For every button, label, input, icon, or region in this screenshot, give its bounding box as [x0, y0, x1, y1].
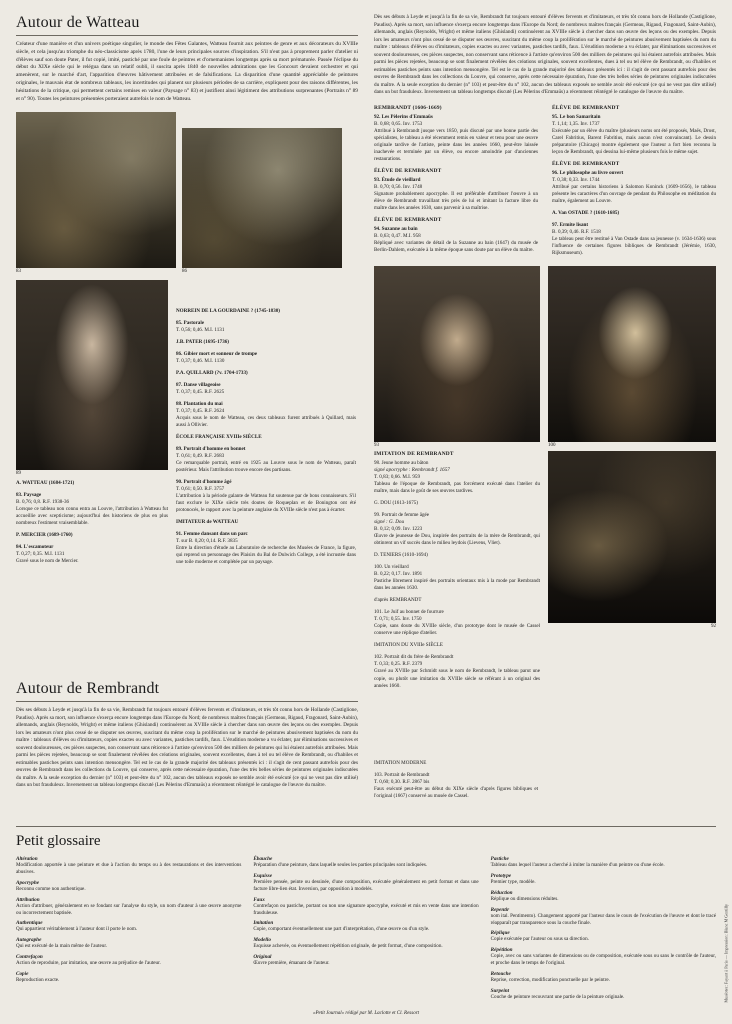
- catalog-entry: [176, 370, 356, 377]
- catalog-entry: [374, 642, 540, 649]
- glossary-section: [16, 826, 716, 1016]
- entry-line: Répliqué avec variantes de détail de la Suzanne au bain (1647) du musée de Berlin-Dahlem, exécutée à la même époque sans doute par un élève du maître.: [374, 240, 538, 254]
- entry-head: 83. Paysage: [16, 491, 42, 498]
- glossary-definition: Modification apportée à une peinture et due à l'action du temps ou à des restaurations et des interventions abusives.: [16, 862, 242, 875]
- entry-line: T. 0,38; 0,33. Inv. 1744: [552, 176, 600, 183]
- entry-head: ÉCOLE FRANÇAISE XVIIIe SIÈCLE: [176, 433, 262, 440]
- entry-head: 88. Plantation du mai: [176, 400, 223, 407]
- rembrandt-catalog-cols: [374, 105, 716, 262]
- entry-line: T. 0,60; 0,30. R.F. 2867 bis: [374, 779, 430, 786]
- catalog-entry: [176, 434, 356, 441]
- entry-line: T. 0,56; 0,46. M.I. 1131: [176, 326, 225, 333]
- glossary-term: Modello: [253, 937, 271, 944]
- glossary-definition: Couche de peinture recouvrant une partie de la peinture originale.: [490, 993, 625, 1000]
- figure-100-caption: 100: [548, 443, 556, 449]
- painting-93-image: [374, 266, 540, 442]
- watteau-lower-row: [16, 280, 358, 571]
- entry-head: 96. Le philosophe au livre ouvert: [552, 169, 624, 176]
- entry-head: 98. Jeune homme au bâton: [374, 460, 429, 467]
- painting-100-image: [548, 266, 716, 442]
- glossary-col-3: [491, 856, 716, 1005]
- entry-head: 91. Femme dansant dans un parc: [176, 531, 248, 537]
- figure-86: [182, 112, 342, 274]
- glossary-definition: Action d'attribuer, généralement en se fondant sur l'analyse du style, un nom d'auteur à une œuvre anonyme ou incorrectement baptisée.: [16, 902, 242, 916]
- entry-line: B. 0,39; 0,46. R.F. 1518: [552, 229, 601, 236]
- catalog-entry: [176, 320, 356, 334]
- rembrandt-intro-right: Dès ses débuts à Leyde et jusqu'à la fin de sa vie, Rembrandt fut toujours entouré d'élèves fervents et d'imitateurs, et très tôt connu hors de Hollande (Castiglione, Paudiss). Après sa mort, son influence s'exerça encore longtemps dans l'Europe du Nord; de nombreux maîtres français (Germeau, Rigaud, Fragonard, Saint-Aubin), allemands, anglais (Reynolds, Wright) et même italiens (Ghislandi) continuèrent au XVIIIe siècle à chercher dans son œuvre des leçons ou des exemples. Depuis lors les amateurs n'ont plus cessé de se disputer ses œuvres, suscitant du même coup la prolifération sur le marché de peintures abusivement baptisées du nom du maître : tableaux d'élèves ou d'imitateurs, copies exactes ou avec variantes, pastiches tardifs, faux. L'érudition moderne a vu éclater, par éliminations successives et souvent douloureuses, ces pièces suspectes, non conservant sans réticence à l'artiste qu'environ 500 des milliers de peintures qui lui étaient autrefois attribuées. Mais parmi les pièces rejetées, beaucoup se sont finalement révélées des créations originales, souvent excellentes, dues à tel ou tel élève de Rembrandt, ou d'habiles et estimables pastiches peints sans intention mensongère. Tel est le cas de la grande majorité des tableaux présentés ici : il s'agit de cent passant autrefois pour des œuvres de Rembrandt dans les collections du Louvre, qui conserve, après cette nécessaire épuration, l'une des très belles séries de peintures originales indiscutées du maître. A la seule exception du dernier (n° 103) et peut-être du n° 102, aucun des tableaux exposés ne semble avoir été exécuté (ce qui ne veut pas dire utilisé) dans un but frauduleux. Inversement un tableau longtemps discuté (Les Pèlerins d'Emmaüs) a récemment réintégré le catalogue de l'œuvre du maître.: [374, 14, 716, 96]
- entry-head: 87. Danse villageoise: [176, 381, 221, 388]
- entry-head: IMITATEUR de WATTEAU: [176, 518, 239, 525]
- catalog-entry: [552, 210, 716, 217]
- figure-92: [548, 451, 716, 694]
- entry-line: T. 1,14; 1,35. Inv. 1737: [552, 120, 600, 127]
- group-head: ÉLÈVE DE REMBRANDT: [374, 217, 442, 224]
- rembrandt-col-e: [552, 760, 716, 805]
- glossary-term: Apocryphe: [16, 879, 40, 886]
- glossary-definition: Reprise, correction, modification ponctuelle par le peintre.: [490, 977, 610, 983]
- glossary-columns: [16, 856, 716, 1005]
- glossary-definition: Reproduction exacte.: [16, 977, 60, 983]
- glossary-definition: Reconnu comme non authentique.: [16, 885, 86, 892]
- glossary-definition: Esquisse achevée, ou éventuellement répétition originale, de petit format, d'une composition.: [253, 943, 443, 950]
- entry-line: T. 0,33; 0,25. R.F. 2379: [374, 661, 423, 668]
- catalog-entry: [176, 382, 356, 396]
- glossary-term: Original: [253, 954, 272, 961]
- glossary-term: Imitation: [253, 920, 274, 927]
- entry-line: Entre la direction d'étude au Laboratoire de recherche des Musées de France, la figure, qui reprend un personnage des Plaisirs du Bal de Dulwich College, a été incrustée dans une toile moderne et complétée par un paysage.: [176, 545, 356, 566]
- catalog-entry: [552, 222, 716, 257]
- entry-head: 92. Les Pèlerins d'Emmaüs: [374, 113, 433, 120]
- entry-head: 103. Portrait de Rembrandt: [374, 772, 430, 779]
- rembrandt-image-row: [374, 266, 716, 448]
- publication-credit: «Petit Journal» rédigé par M. Laclotte et Cl. Ressort: [312, 1010, 420, 1016]
- entry-line: Gravé au XVIIIe par Schmidt sous le nom de Rembrandt, le tableau parut une copie, ou plutôt une imitation du XVIIIe siècle se référant à un original des années 1660.: [374, 668, 540, 689]
- entry-line: signé apocryphe : Rembrandt f. 1657: [374, 467, 450, 474]
- painting-83-image: [16, 112, 176, 268]
- rembrandt-col-c: [374, 451, 540, 694]
- entry-head: d'après REMBRANDT: [374, 597, 422, 604]
- entry-head: 93. Étude de vieillard: [374, 176, 421, 183]
- entry-head: 84. L'escamoteur: [16, 543, 54, 550]
- glossary-definition: Tableau dans lequel l'auteur a cherché à imiter la manière d'un peintre ou d'une école.: [490, 862, 665, 868]
- entry-head: G. DOU (1613-1675): [374, 500, 418, 507]
- glossary-col-2: [253, 856, 478, 1005]
- catalog-entry: [374, 177, 538, 212]
- glossary-term: Contrefaçon: [16, 954, 43, 961]
- figure-92-caption: 92: [711, 624, 716, 630]
- catalog-entry: [16, 532, 168, 539]
- glossary-definition: Copie exécutée par l'auteur ou sous sa direction.: [490, 936, 589, 943]
- glossary-definition: Réplique ou dimensions réduites.: [490, 895, 559, 902]
- glossary-term: Ébauche: [253, 856, 273, 862]
- entry-line: Attribué par certains historiens à Salomon Koninck (1609-1656), le tableau présente les caractères d'un ouvrage de pendant du Philosophe en méditation du maître, également au Louvre.: [552, 183, 716, 204]
- entry-head: J.B. PATER (1695-1736): [176, 338, 230, 345]
- rembrandt-intro: Dès ses débuts à Leyde et jusqu'à la fin de sa vie, Rembrandt fut toujours entouré d'élèves fervents et d'imitateurs, et très tôt connu hors de Hollande (Castiglione, Paudiss). Après sa mort, son influence s'exerça encore longtemps dans l'Europe du Nord; de nombreux maîtres français (Germeau, Rigaud, Fragonard, Saint-Aubin), allemands, anglais (Reynolds, Wright) et même italiens (Ghislandi) continuèrent au XVIIIe siècle à chercher dans son œuvre des leçons ou des exemples. Depuis lors les amateurs n'ont plus cessé de se disputer ses œuvres, suscitant du même coup la prolifération sur le marché de peintures abusivement baptisées du nom du maître : tableaux d'élèves ou d'imitateurs, copies exactes ou avec variantes, pastiches tardifs, faux. L'érudition moderne a vu éclater, par éliminations successives et souvent douloureuses, ces pièces suspectes, non conservant sans réticence à l'artiste qu'environ 500 des milliers de peintures qui lui étaient autrefois attribuées. Mais parmi les pièces rejetées, beaucoup se sont finalement révélées des créations originales, souvent excellentes, dues à tel ou tel élève de Rembrandt, ou d'habiles et estimables pastiches peints sans intention mensongère. Tel est le cas de la grande majorité des tableaux présentés ici : il s'agit de cent passant autrefois pour des œuvres de Rembrandt dans les collections du Louvre, qui conserve, après cette nécessaire épuration, l'une des très belles séries de peintures originales indiscutées du maître. A la seule exception du dernier (n° 103) et peut-être du n° 102, aucun des tableaux exposés ne semble avoir été exécuté (ce qui ne veut pas dire utilisé) dans un but frauduleux. Inversement un tableau longtemps discuté (Les Pèlerins d'Emmaüs) a récemment réintégré le catalogue de l'œuvre du maître.: [16, 707, 358, 789]
- entry-line: T. 0,37; 0,45. R.F. 2624: [176, 407, 225, 414]
- catalog-entry: [176, 479, 356, 514]
- figure-83: [16, 112, 176, 274]
- rembrandt-right-half: [374, 14, 716, 695]
- entry-line: L'attribution à la période galante de Watteau fut soutenue par de bons connaisseurs. S'il faut exclure le XIXe siècle très doutes de Roqueplan et de Bonington ont été protonocés, le rapport avec la peinture anglaise du XVIIIe siècle n'est pas à écarter.: [176, 492, 356, 513]
- glossary-term: Surpeint: [490, 987, 510, 994]
- catalog-entry: [374, 226, 538, 254]
- watteau-title: Autour de Watteau: [16, 14, 358, 36]
- entry-head: D. TENIERS (1610-1694): [374, 552, 428, 559]
- glossary-definition: Préparation d'une peinture, dans laquelle seules les parties principales sont indiquées.: [253, 862, 428, 868]
- catalog-entry: [374, 512, 540, 547]
- catalog-entry: [176, 351, 356, 365]
- watteau-catalog-right: [176, 280, 356, 571]
- glossary-term: Attribution: [16, 896, 40, 903]
- entry-line: Exécutée par un élève du maître (plusieurs noms ont été proposés, Maës, Drost, Carel Fabritius, Barent Fabritius, mais aucun n'est convaincant). Le dessin préparatoire (Chicago) montre également que l'auteur a fort bien reconnu la leçon de Rembrandt, qui dessina lui-même plusieurs fois le même sujet.: [552, 127, 716, 155]
- glossary-term: Copie: [16, 971, 29, 977]
- rembrandt-final-cols: [374, 760, 716, 805]
- glossary-definition: Qui appartient véritablement à l'auteur dont il porte le nom.: [16, 926, 138, 933]
- glossary-term: Réplique: [490, 930, 510, 937]
- catalog-entry: [374, 552, 540, 559]
- rembrandt-section-left: [16, 680, 358, 798]
- entry-line: Attribué à Rembrandt jusque vers 1850, puis discuté par une bonne partie des spécialistes, le tableau a été récemment remis en valeur et tenu pour une œuvre originale tardive de l'artiste, peinte dans les années 1660, peut-être laissée inachevée et terminée par un élève, ou encore amoindrie par d'anciennes restaurations.: [374, 127, 538, 162]
- watteau-section: [16, 14, 716, 695]
- entry-head: 85. Pastorale: [176, 319, 205, 326]
- group-head: ÉLÈVE DE REMBRANDT: [374, 167, 442, 174]
- entry-line: Signature probablement apocryphe. Il est préférable d'attribuer l'œuvre à un élève de Rembrandt travaillant très près de lui et imitant la facture libre du maître dans les années 1630, sans parvenir à sa maîtrise.: [374, 190, 538, 212]
- entry-line: Acquis sous le nom de Watteau, ces deux tableaux furent attribués à Quillard, mais aussi à Ollivier.: [176, 414, 356, 428]
- catalog-entry: [176, 519, 356, 526]
- catalog-entry: [374, 460, 540, 495]
- catalog-entry: [552, 170, 716, 205]
- glossary-title: Petit glossaire: [16, 833, 101, 849]
- glossary-term: Esquisse: [253, 872, 273, 879]
- catalog-entry: [16, 480, 168, 487]
- glossary-term: Réduction: [490, 889, 513, 896]
- rembrandt-col-b: [552, 105, 716, 262]
- glossary-definition: Copie, comportant éventuellement une part d'interprétation, d'une œuvre ou d'un style.: [253, 926, 430, 933]
- rembrandt-col-a: [374, 105, 538, 262]
- entry-line: T. 0,37; 0,45. R.F. 2625: [176, 388, 225, 395]
- watteau-image-row: [16, 112, 358, 274]
- entry-line: Le tableau peut être restitué à Van Ostade dans sa jeunesse (v. 1634-1636) sous l'influence de certaines figures bibliques de Rembrandt (Jérémie, 1630, Rijksmuseum).: [552, 236, 716, 257]
- entry-head: 89. Portrait d'homme en bonnet: [176, 445, 246, 452]
- painting-89-image: [16, 280, 168, 470]
- entry-line: signé : G. Dou: [374, 519, 404, 526]
- glossary-definition: Copie, avec ou sans variantes de dimensions ou de composition, exécutée sous ou sans le contrôle de l'auteur, et proche dans le temps de l'original.: [490, 953, 716, 967]
- entry-line: T. 0,71; 0,55. Inv. 1750: [374, 616, 422, 623]
- entry-line: B. 0,22; 0,17. Inv. 1891: [374, 571, 423, 578]
- entry-line: B. 0,12; 0,09. Inv. 1223: [374, 526, 423, 533]
- entry-head: 95. Le bon Samaritain: [552, 113, 601, 120]
- group-head: REMBRANDT (1606-1669): [374, 104, 442, 111]
- catalog-entry: [176, 531, 356, 566]
- entry-head: A. WATTEAU (1684-1721): [16, 479, 75, 486]
- catalog-entry: [374, 609, 540, 637]
- entry-head: P.A. QUILLARD (?v. 1704-1733): [176, 369, 248, 376]
- entry-line: T. 0,61; 0,49. R.F. 2683: [176, 452, 225, 459]
- glossary-definition: nom ital. Pentimento). Changement apporté par l'auteur dans le cours de l'exécution de l'œuvre et dont le tracé réapparaît par transparence sous la couche finale.: [490, 912, 716, 926]
- glossary-term: Répétition: [490, 947, 513, 954]
- entry-line: Œuvre de jeunesse de Dou, inspirée des portraits de la mère de Rembrandt, qui obtinrent un vif succès dans le milieu leydois (Lievens, Vliet).: [374, 533, 540, 547]
- catalog-entry: [552, 765, 716, 779]
- glossary-term: Altération: [16, 856, 38, 862]
- glossary-term: Autographe: [16, 937, 42, 944]
- catalog-entry: [374, 760, 538, 767]
- catalog-entry: [374, 500, 540, 507]
- entry-head: IMITATION DU XVIIIe SIÈCLE: [374, 642, 444, 649]
- printer-credit: Muséotec: Fayant à Paris — Impression: Blanc M Gentilly: [724, 904, 729, 1003]
- entry-line: B. 0,63; 0,47. M.I. 958: [374, 233, 421, 240]
- catalog-entry: [16, 544, 168, 565]
- entry-head: IMITATION MODERNE: [374, 760, 427, 766]
- figure-93-caption: 93: [374, 443, 379, 449]
- catalog-entry: [374, 772, 538, 800]
- group-head: ÉLÈVE DE REMBRANDT: [552, 104, 620, 111]
- group-head: IMITATION DE REMBRANDT: [374, 451, 454, 458]
- painting-86-image: [182, 128, 342, 268]
- rembrandt-title: Autour de Rembrandt: [16, 680, 358, 702]
- entry-head: 101. Le Juif au bonnet de fourrure: [374, 609, 444, 616]
- entry-line: Faux exécuté peut-être au début du XIXe siècle d'après figures bibliques et l'original (1667) conservé au musée de Cassel.: [374, 786, 538, 800]
- entry-line: T. 0,27; 0,35. M.I. 1131: [16, 550, 65, 557]
- glossary-definition: Action de reproduire, par imitation, une œuvre au préjudice de l'auteur.: [16, 960, 161, 967]
- entry-head: P. MERCIER (1689-1760): [16, 531, 73, 538]
- entry-line: Pastiche librement inspiré des portraits orientaux mis à la mode par Rembrandt dans les années 1630.: [374, 578, 540, 592]
- glossary-term: Repentir: [490, 906, 510, 913]
- watteau-intro: Créateur d'une manière et d'un univers poétique singulier, le monde des Fêtes Galantes, Watteau fournit aux peintres de genre et aux décorateurs du XVIIIe siècle, et cela jusqu'au triomphe du néo-classicisme après 1780, l'une de leurs principales sources d'inspiration. S'il n'eut pas à proprement parler d'atelier ni d'élèves sauf son doute Pater, il fut copié, imité, pastiché par une foule de peintres et d'ornemanistes longtemps après sa mort prématurée. Passée l'éclipse du début du XIXe siècle qui le relégua dans un relatif oubli, il suscita après 1840 de nouvelles admirations que les Goncourt devaient orchestrer et qui amenèrent, sur le marché d'art, l'apparition d'œuvres hâtivement attribuées et de falsifications. La disparition d'une quantité appréciable de peintures originales, le mauvais état de nombreux tableaux, les incertitudes qui planent sur plusieurs périodes de sa carrière, expliquent pour des raisons différentes, les hésitations de la critique, qui permettent certains remises en valeur (Paysage n° 83) et justifient ainsi légitiment des attributions surprenantes (Portraits n° 89 et n° 90). Toutes les peintures présentées porteraient autrefois le nom de Watteau.: [16, 41, 358, 102]
- catalog-entry: [374, 564, 540, 592]
- entry-line: T. 0,37; 0,46. M.I. 1130: [176, 357, 225, 364]
- entry-line: B. 0,68; 0,65. Inv. 1753: [374, 120, 423, 127]
- glossary-definition: Premier type, modèle.: [490, 878, 536, 885]
- figure-83-caption: 83: [16, 268, 21, 274]
- catalog-entry: [552, 114, 716, 156]
- entry-head: 97. Ermite lisant: [552, 222, 589, 229]
- glossary-term: Pastiche: [490, 856, 509, 862]
- entry-head: 100. Un vieillard: [374, 564, 409, 571]
- glossary-definition: Première pensée, peinte ou dessinée, d'une composition, exécutée généralement en petit format et dans une facture libre-lien état. Inversion, par opposition à modelés.: [253, 878, 479, 892]
- catalog-entry: [374, 597, 540, 604]
- catalog-entry: [176, 308, 356, 315]
- entry-head: 90. Portrait d'homme âgé: [176, 478, 232, 485]
- glossary-definition: Qui est exécuté de la main même de l'auteur.: [16, 943, 108, 950]
- glossary-definition: Œuvre première, émanant de l'auteur.: [253, 960, 330, 967]
- catalog-entry: [176, 339, 356, 346]
- figure-89-caption: 89: [16, 470, 21, 476]
- entry-head: 94. Suzanne au bain: [374, 226, 418, 233]
- figure-100: [548, 266, 716, 448]
- entry-line: T. sur B. 0,20; 0,14. R.F. 3835: [176, 538, 238, 545]
- rembrandt-col-d: [374, 760, 538, 805]
- glossary-col-1: [16, 856, 241, 1005]
- watteau-left-half: [16, 14, 358, 695]
- group-head: ÉLÈVE DE REMBRANDT: [552, 160, 620, 167]
- figure-89: [16, 280, 168, 571]
- figure-86-caption: 86: [182, 268, 187, 274]
- glossary-term: Authentique: [16, 920, 43, 927]
- glossary-term: Prototype: [490, 872, 512, 879]
- entry-line: Tableau de l'époque de Rembrandt, pas forcément exécuté dans l'atelier du maître, mais dans le goût de ses œuvres tardives.: [374, 481, 540, 495]
- entry-line: B. 0,76; 0,8. R.F. 1938-36: [16, 498, 70, 505]
- entry-line: Copie, sans doute du XVIIIe siècle, d'un prototype dont le musée de Cassel conserve une réplique d'atelier.: [374, 623, 540, 637]
- catalog-entry: [16, 492, 168, 527]
- entry-line: Lorsque ce tableau non connu entra au Louvre, l'attribution à Watteau fut accueillie avec scepticisme; aujourd'hui des historiens de plus en plus nombreux l'estiment vraisemblable.: [16, 505, 168, 526]
- entry-line: B. 0,70; 0,56. Inv. 1748: [374, 183, 423, 190]
- catalog-entry: [374, 114, 538, 163]
- entry-line: T. 0,61; 0,50. R.F. 3757: [176, 485, 225, 492]
- entry-head: 99. Portrait de femme âgée: [374, 512, 430, 519]
- watteau-catalog-left: [16, 480, 168, 565]
- entry-head: NORREIN DE LA GOURDAINE ? (1745-1830): [176, 307, 281, 314]
- catalog-entry: [374, 654, 540, 689]
- entry-line: Gravé sous le nom de Mercier.: [16, 557, 79, 564]
- painting-92-image: [548, 451, 716, 623]
- glossary-definition: Contrefaçon ou pastiche, portant ou non une signature apocryphe, exécuté et mis en vente dans une intention frauduleuse.: [253, 902, 479, 916]
- glossary-term: Retouche: [490, 971, 511, 977]
- entry-line: Ce remarquable portrait, entré en 1925 au Louvre sous le nom de Watteau, paraît postérieur. Mais l'attribution trouve encore des partisans.: [176, 459, 356, 473]
- figure-93: [374, 266, 540, 448]
- entry-head: 86. Gibier mort et sonneur de trompe: [176, 350, 258, 357]
- glossary-term: Faux: [253, 896, 265, 903]
- catalog-entry: [176, 446, 356, 474]
- catalog-entry: [176, 401, 356, 429]
- rembrandt-lower-row: [374, 451, 716, 694]
- entry-line: T. 0,83; 0,66. M.I. 959: [374, 474, 421, 481]
- entry-head: A. Van OSTADE ? (1610-1685): [552, 210, 620, 217]
- entry-head: 102. Portrait dit du frère de Rembrandt: [374, 654, 454, 661]
